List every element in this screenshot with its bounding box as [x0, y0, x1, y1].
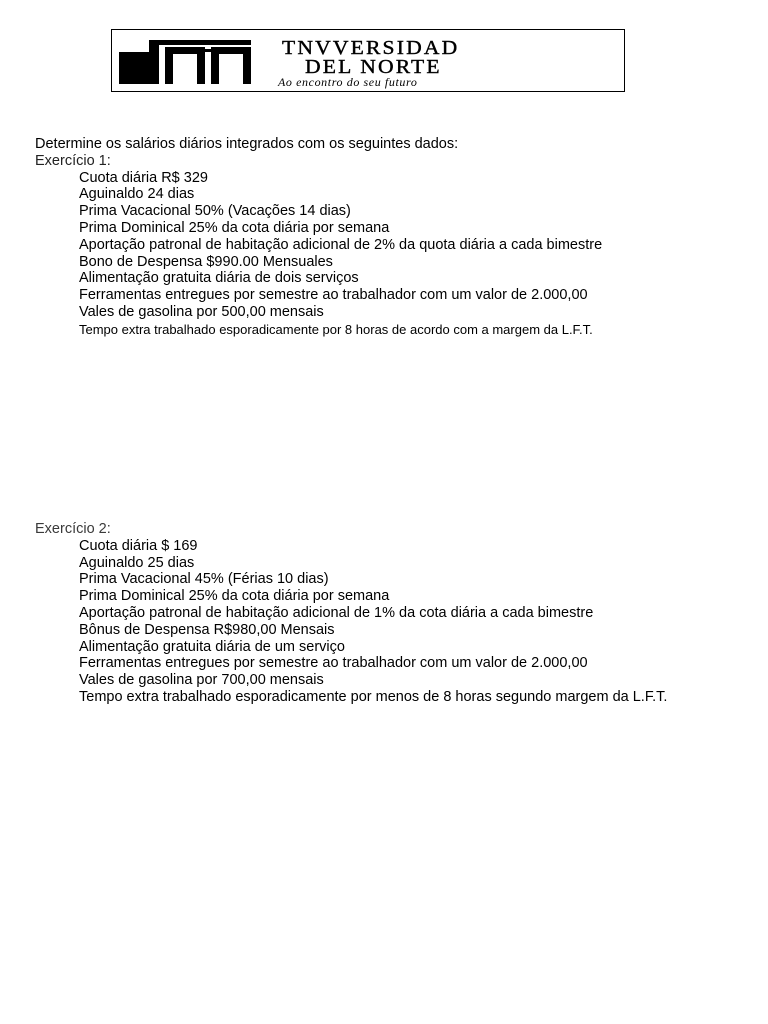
list-item: Prima Dominical 25% da cota diária por semana [79, 219, 390, 236]
list-item: Tempo extra trabalhado esporadicamente por menos de 8 horas segundo margem da L.F.T. [79, 688, 668, 705]
list-item: Cuota diária $ 169 [79, 537, 198, 554]
list-item: Bônus de Despensa R$980,00 Mensais [79, 621, 335, 638]
university-name-line1: TNVVERSIDAD [282, 37, 460, 59]
list-item: Bono de Despensa $990.00 Mensuales [79, 253, 333, 270]
list-item: Alimentação gratuita diária de um serviço [79, 638, 345, 655]
exercise-1-section [35, 136, 735, 338]
exercise-1-title: Exercício 1: [35, 152, 111, 169]
list-item: Prima Vacacional 50% (Vacações 14 dias) [79, 203, 351, 220]
list-item: Prima Vacacional 45% (Férias 10 dias) [79, 571, 329, 588]
list-item: Vales de gasolina por 700,00 mensais [79, 672, 324, 689]
intro-text: Determine os salários diários integrados com os seguintes dados: [35, 136, 459, 152]
list-item: Aguinaldo 25 dias [79, 554, 195, 571]
exercise-2-title: Exercício 2: [35, 521, 111, 537]
list-item: Cuota diária R$ 329 [79, 169, 208, 186]
list-item: Ferramentas entregues por semestre ao trabalhador com um valor de 2.000,00 [79, 655, 588, 672]
list-item: Prima Dominical 25% da cota diária por semana [79, 588, 390, 605]
list-item: Aportação patronal de habitação adicional de 1% da cota diária a cada bimestre [79, 604, 594, 621]
list-item: Alimentação gratuita diária de dois serviços [79, 270, 359, 287]
list-item: Aportação patronal de habitação adicional de 2% da quota diária a cada bimestre [79, 236, 603, 253]
list-item: Vales de gasolina por 500,00 mensais [79, 303, 324, 320]
list-item: Aguinaldo 24 dias [79, 186, 195, 203]
list-item: Tempo extra trabalhado esporadicamente por 8 horas de acordo com a margem da L.F.T. [79, 321, 593, 337]
university-header [111, 29, 625, 92]
university-logo-icon [119, 40, 251, 86]
exercise-2-section [35, 521, 735, 706]
university-slogan: Ao encontro do seu futuro [278, 75, 418, 89]
university-name-line2: DEL NORTE [305, 56, 442, 78]
list-item: Ferramentas entregues por semestre ao trabalhador com um valor de 2.000,00 [79, 287, 588, 304]
